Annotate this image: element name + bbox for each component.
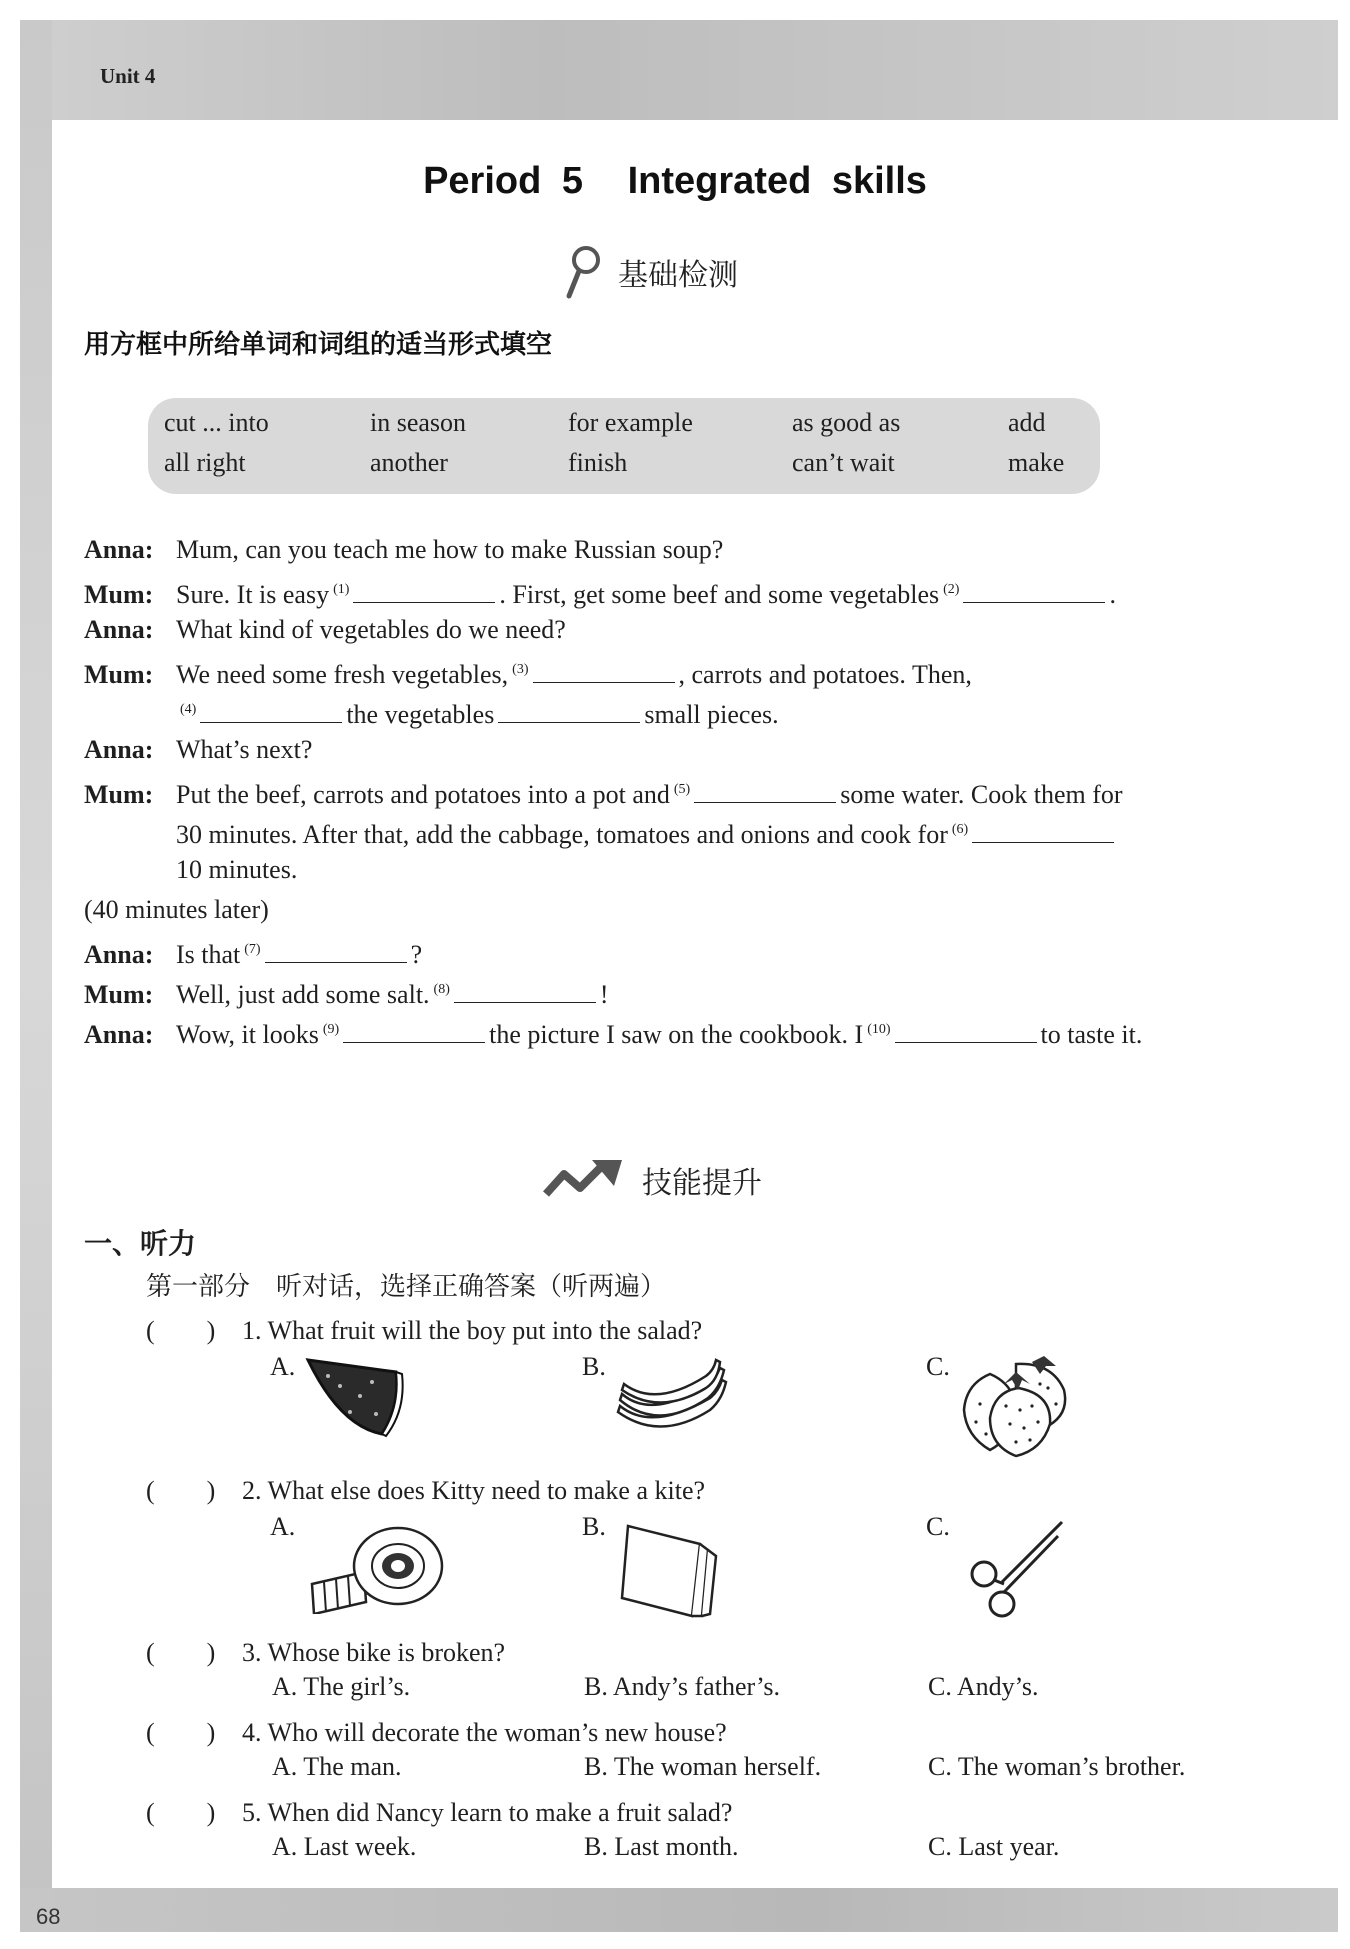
section-skill-improve — [542, 1158, 762, 1202]
question-5 — [146, 1792, 732, 1829]
option-label-a: A. — [270, 1352, 296, 1381]
speaker-anna: Anna: — [84, 1020, 154, 1049]
answer-blank-10[interactable] — [895, 1019, 1037, 1043]
dialogue-line — [84, 610, 566, 650]
answer-blank-3[interactable] — [533, 659, 675, 683]
speaker-anna: Anna: — [84, 940, 154, 969]
question-text: 5. When did Nancy learn to make a fruit salad? — [242, 1798, 733, 1827]
word-bank-item: as good as — [792, 408, 901, 437]
dialogue-line — [84, 890, 269, 930]
question-4 — [146, 1712, 727, 1749]
word-bank-item: for example — [568, 408, 693, 437]
section-skill-improve-title: 技能提升 — [642, 1166, 762, 1201]
dialogue-text: ? — [410, 940, 423, 969]
dialogue-text: Put the beef, carrots and potatoes into a pot and — [176, 780, 670, 809]
option-label-b: B. — [582, 1352, 606, 1381]
dialogue-text: Sure. It is easy — [176, 580, 330, 609]
question-text: 2. What else does Kitty need to make a kite? — [242, 1476, 706, 1505]
word-bank-item: all right — [164, 448, 246, 477]
speaker-mum: Mum: — [84, 780, 154, 809]
speaker-anna: Anna: — [84, 535, 154, 564]
answer-paren[interactable]: ( ) — [146, 1718, 216, 1747]
dialogue-text: What kind of vegetables do we need? — [176, 615, 566, 644]
answer-blank-5[interactable] — [694, 779, 836, 803]
word-bank-item: make — [1008, 448, 1065, 477]
dialogue-text: 10 minutes. — [176, 855, 298, 884]
speaker-anna: Anna: — [84, 735, 154, 764]
answer-paren[interactable]: ( ) — [146, 1476, 216, 1505]
question-2 — [146, 1470, 705, 1507]
dialogue-text: (40 minutes later) — [84, 895, 269, 924]
option-b[interactable]: B. Andy’s father’s. — [584, 1672, 780, 1701]
listening-heading: 一、听力 — [84, 1227, 197, 1260]
option-label-c: C. — [926, 1512, 950, 1541]
blank-number: (4) — [180, 702, 197, 717]
title-name: Integrated skills — [627, 160, 927, 202]
dialogue-text: to taste it. — [1040, 1020, 1143, 1049]
section-basic-check — [562, 244, 738, 300]
dialogue-line — [176, 690, 779, 735]
watermelon-icon — [300, 1356, 406, 1438]
blank-number: (3) — [512, 662, 529, 677]
dialogue-text: We need some fresh vegetables, — [176, 660, 509, 689]
question-1 — [146, 1310, 702, 1347]
question-3 — [146, 1632, 505, 1669]
speaker-mum: Mum: — [84, 660, 154, 689]
option-a[interactable]: A. The girl’s. — [272, 1672, 411, 1701]
answer-blank-2[interactable] — [963, 579, 1105, 603]
dialogue-line — [176, 850, 297, 890]
word-bank-item: cut ... into — [164, 408, 269, 437]
blank-number: (10) — [867, 1022, 891, 1037]
option-b[interactable]: B. Last month. — [584, 1832, 739, 1861]
title-period: Period 5 — [423, 160, 584, 202]
dialogue-line — [84, 770, 1123, 815]
option-a[interactable]: A. Last week. — [272, 1832, 417, 1861]
speaker-mum: Mum: — [84, 580, 154, 609]
answer-blank-9[interactable] — [343, 1019, 485, 1043]
blank-number: (1) — [333, 582, 350, 597]
section-basic-check-title: 基础检测 — [618, 258, 738, 293]
dialogue-text: some water. Cook them for — [840, 780, 1123, 809]
fill-blank-instruction: 用方框中所给单词和词组的适当形式填空 — [84, 330, 553, 360]
dialogue-text: , carrots and potatoes. Then, — [678, 660, 972, 689]
dialogue-text: Wow, it looks — [176, 1020, 319, 1049]
dialogue-line — [176, 810, 1118, 855]
tape-roll-icon — [306, 1524, 446, 1614]
dialogue-line — [84, 530, 723, 570]
question-text: 3. Whose bike is broken? — [242, 1638, 506, 1667]
part-one-instruction: 第一部分 听对话，选择正确答案（听两遍） — [146, 1272, 667, 1302]
page-title — [0, 160, 1350, 203]
unit-label: Unit 4 — [100, 64, 156, 88]
scissors-icon — [962, 1518, 1068, 1622]
blank-number: (2) — [943, 582, 960, 597]
dialogue-line — [84, 730, 312, 770]
word-bank-item: can’t wait — [792, 448, 895, 477]
word-bank — [148, 398, 1100, 494]
answer-blank-7[interactable] — [265, 939, 407, 963]
dialogue-line — [84, 650, 972, 695]
word-bank-item: in season — [370, 408, 467, 437]
dialogue-text: the picture I saw on the cookbook. I — [489, 1020, 864, 1049]
dialogue-line — [84, 570, 1116, 615]
blank-number: (7) — [244, 942, 261, 957]
question-text: 1. What fruit will the boy put into the salad? — [242, 1316, 703, 1345]
answer-paren[interactable]: ( ) — [146, 1798, 216, 1827]
dialogue-text: small pieces. — [644, 700, 779, 729]
magnifier-icon — [562, 244, 602, 300]
page-frame-left — [20, 20, 52, 1910]
option-a[interactable]: A. The man. — [272, 1752, 402, 1781]
dialogue-text: Mum, can you teach me how to make Russian soup? — [176, 535, 724, 564]
page-frame-bottom — [20, 1888, 1338, 1932]
paper-stack-icon — [618, 1520, 724, 1618]
word-bank-item: finish — [568, 448, 628, 477]
strawberry-icon — [960, 1354, 1072, 1458]
answer-blank-4a[interactable] — [200, 699, 342, 723]
dialogue-text: the vegetables — [346, 700, 495, 729]
dialogue-text: 30 minutes. After that, add the cabbage, tomatoes and onions and cook for — [176, 820, 948, 849]
option-c[interactable]: C. Last year. — [928, 1832, 1060, 1861]
dialogue-line — [84, 1010, 1142, 1055]
dialogue-text: . First, get some beef and some vegetables — [499, 580, 940, 609]
blank-number: (6) — [951, 822, 969, 837]
answer-blank-8[interactable] — [454, 979, 596, 1003]
dialogue-text: ! — [599, 980, 609, 1009]
blank-number: (8) — [433, 982, 450, 997]
trend-up-icon — [542, 1158, 626, 1202]
option-label-c: C. — [926, 1352, 950, 1381]
answer-blank-6[interactable] — [972, 819, 1114, 843]
answer-blank-4b[interactable] — [498, 699, 640, 723]
option-label-a: A. — [270, 1512, 296, 1541]
blank-number: (9) — [322, 1022, 340, 1037]
page-number: 68 — [36, 1904, 61, 1929]
dialogue-line — [84, 930, 422, 975]
answer-paren[interactable]: ( ) — [146, 1316, 216, 1345]
blank-number: (5) — [673, 782, 691, 797]
page-frame-top — [20, 20, 1338, 120]
dialogue-text: . — [1109, 580, 1116, 609]
option-label-b: B. — [582, 1512, 606, 1541]
answer-blank-1[interactable] — [353, 579, 495, 603]
option-b[interactable]: B. The woman herself. — [584, 1752, 822, 1781]
dialogue-line — [84, 970, 609, 1015]
dialogue-text: Well, just add some salt. — [176, 980, 430, 1009]
speaker-mum: Mum: — [84, 980, 154, 1009]
dialogue-text: Is that — [176, 940, 241, 969]
word-bank-item: another — [370, 448, 448, 477]
answer-paren[interactable]: ( ) — [146, 1638, 216, 1667]
option-c[interactable]: C. The woman’s brother. — [928, 1752, 1186, 1781]
speaker-anna: Anna: — [84, 615, 154, 644]
question-text: 4. Who will decorate the woman’s new house? — [242, 1718, 727, 1747]
dialogue-text: What’s next? — [176, 735, 313, 764]
option-c[interactable]: C. Andy’s. — [928, 1672, 1039, 1701]
banana-icon — [612, 1354, 732, 1434]
word-bank-item: add — [1008, 408, 1046, 437]
